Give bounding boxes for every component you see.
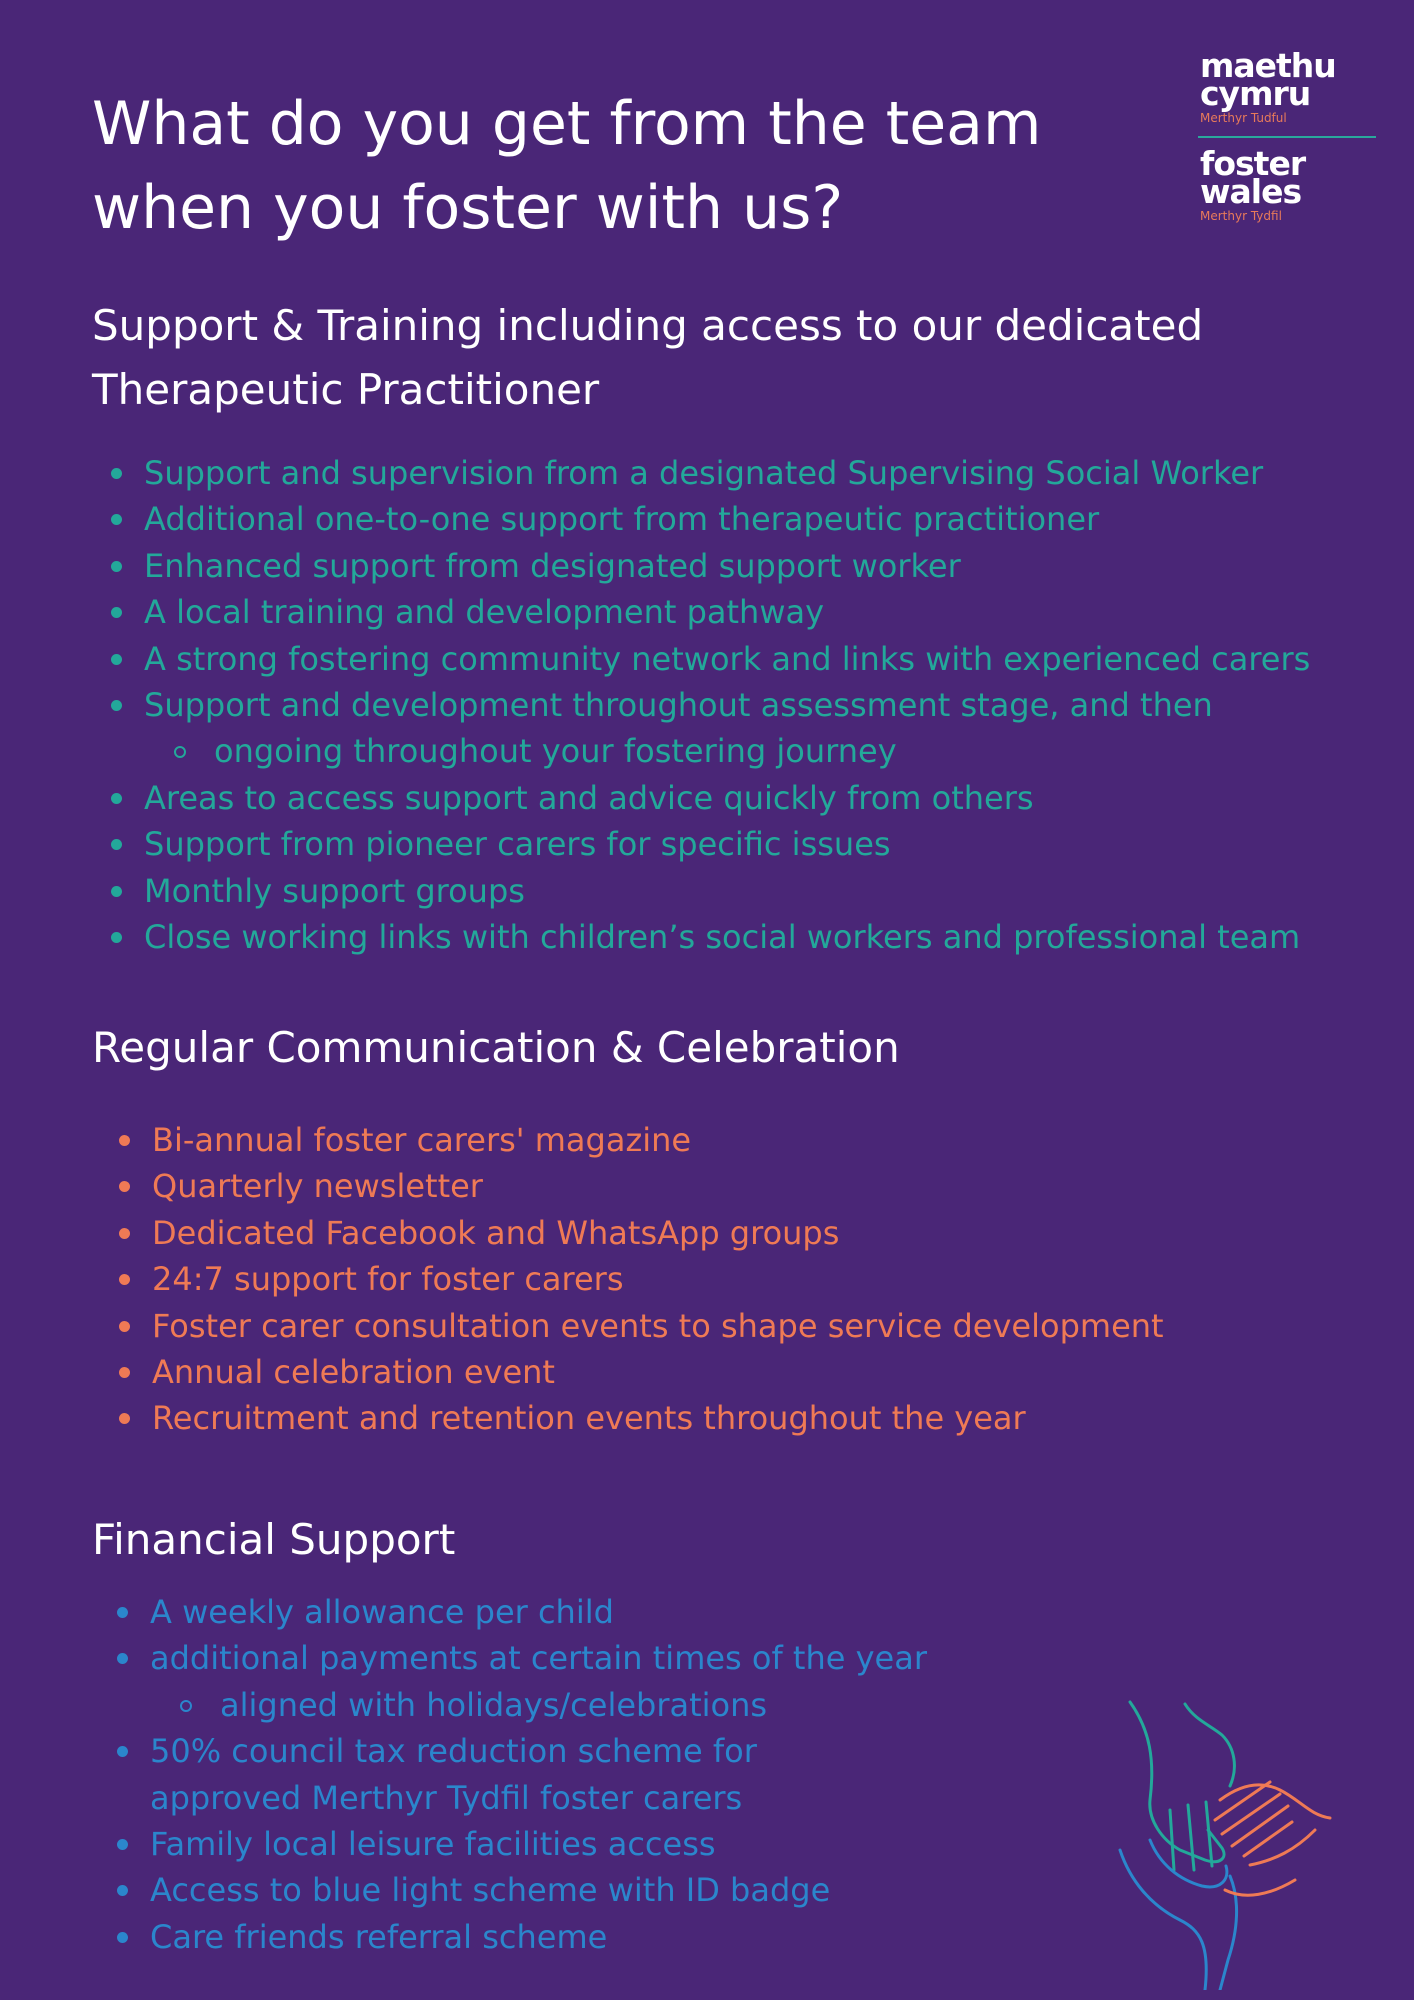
financial-support-list [114, 1589, 927, 1960]
list-item: Close working links with children’s social workers and professional team [108, 914, 1310, 960]
list-item: A weekly allowance per child [114, 1589, 927, 1635]
foster-wales-logo [1200, 46, 1380, 224]
logo-english-word-2: wales [1200, 172, 1302, 211]
list-item: 24:7 support for foster carers [116, 1256, 1164, 1302]
list-item: Annual celebration event [116, 1349, 1164, 1395]
logo-divider [1198, 136, 1376, 138]
list-item: additional payments at certain times of the year [114, 1635, 927, 1681]
list-item: 50% council tax reduction scheme for approved Merthyr Tydfil foster carers [114, 1728, 850, 1821]
logo-welsh-word-1: maethu [1200, 46, 1336, 85]
list-item: Support from pioneer carers for specific issues [108, 821, 1310, 867]
page-title-line-2: when you foster with us? [92, 173, 844, 243]
support-heading-line-1: Support & Training including access to our dedicated [92, 301, 1204, 350]
financial-heading-text: Financial Support [92, 1515, 456, 1564]
list-item: Quarterly newsletter [116, 1163, 1164, 1209]
list-item: Family local leisure facilities access [114, 1821, 927, 1867]
list-item: Dedicated Facebook and WhatsApp groups [116, 1210, 1164, 1256]
communication-celebration-heading [92, 1016, 900, 1080]
list-item: Support and development throughout assessment stage, and then [108, 682, 1310, 728]
sub-list-item: aligned with holidays/celebrations [114, 1682, 927, 1728]
support-training-heading [92, 294, 1203, 422]
logo-welsh-location: Merthyr Tudful [1200, 111, 1287, 125]
list-item: Additional one-to-one support from therapeutic practitioner [108, 496, 1310, 542]
communication-heading-text: Regular Communication & Celebration [92, 1023, 900, 1072]
sub-list-item: ongoing throughout your fostering journey [108, 728, 1310, 774]
logo-welsh-word-2: cymru [1200, 74, 1311, 113]
list-item: Care friends referral scheme [114, 1914, 927, 1960]
page-title [92, 82, 1152, 250]
support-heading-line-2: Therapeutic Practitioner [92, 365, 600, 414]
list-item: A strong fostering community network and links with experienced carers [108, 636, 1310, 682]
list-item: A local training and development pathway [108, 589, 1310, 635]
support-training-list [108, 450, 1310, 960]
list-item: Support and supervision from a designated Supervising Social Worker [108, 450, 1310, 496]
list-item: Areas to access support and advice quickly from others [108, 775, 1310, 821]
list-item: Access to blue light scheme with ID badge [114, 1867, 927, 1913]
logo-english-word-1: foster [1200, 144, 1306, 183]
list-item: Bi-annual foster carers' magazine [116, 1117, 1164, 1163]
list-item: Monthly support groups [108, 868, 1310, 914]
communication-celebration-list [116, 1117, 1164, 1442]
financial-support-heading [92, 1508, 455, 1572]
list-item: Foster carer consultation events to shape service development [116, 1303, 1164, 1349]
list-item: Enhanced support from designated support worker [108, 543, 1310, 589]
logo-english-location: Merthyr Tydfil [1200, 209, 1282, 223]
joined-hands-illustration-icon [1110, 1690, 1340, 1990]
list-item: Recruitment and retention events throughout the year [116, 1395, 1164, 1441]
page-title-line-1: What do you get from the team [92, 89, 1042, 159]
